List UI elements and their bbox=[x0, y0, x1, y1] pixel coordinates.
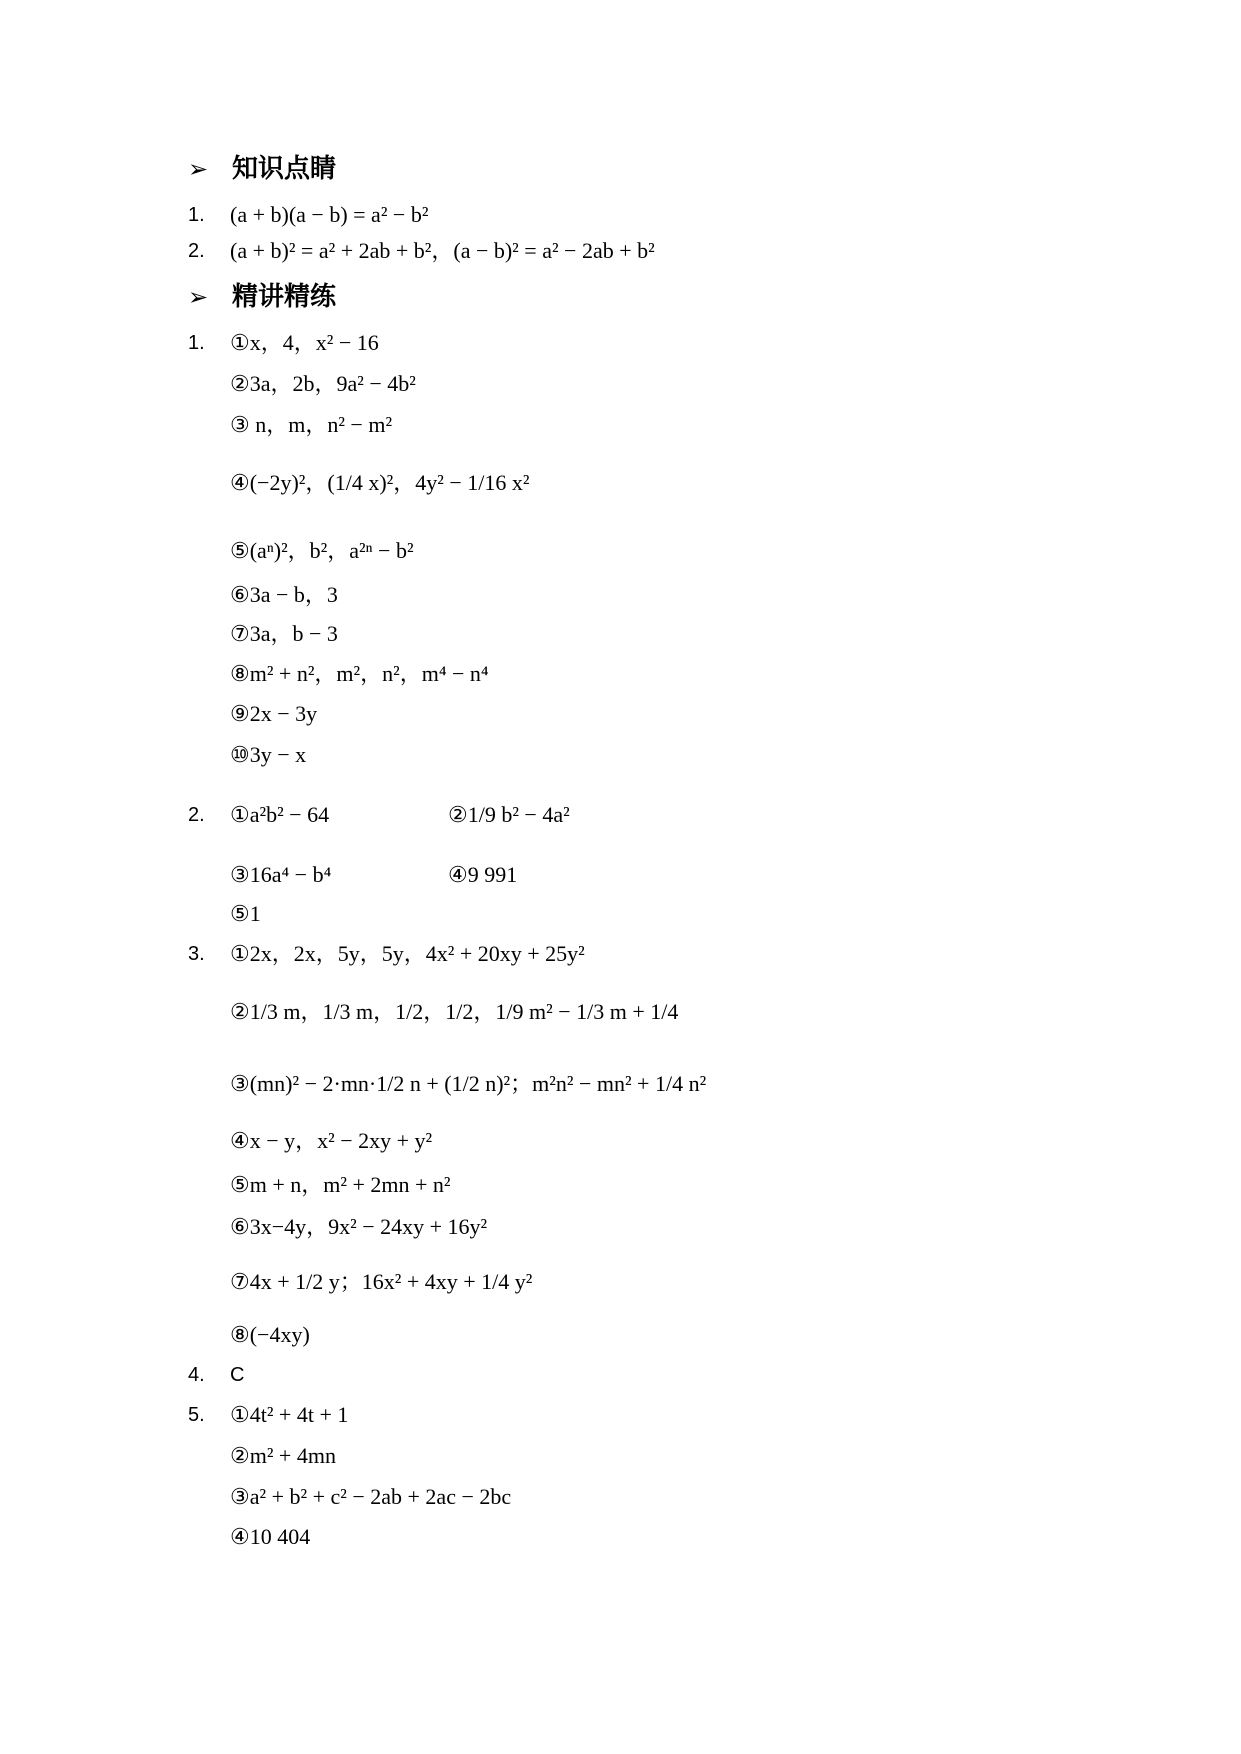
section-heading-practice: ➢ 精讲精练 bbox=[188, 282, 337, 312]
item-number: 4. bbox=[188, 1364, 205, 1386]
answer-line: ②m² + 4mn bbox=[230, 1443, 336, 1468]
answer-line: ③(mn)² − 2·mn·1/2 n + (1/2 n)²；m²n² − mn² + 1/4 n² bbox=[230, 1071, 707, 1096]
formula-line: (a + b)² = a² + 2ab + b²，(a − b)² = a² − 2ab + b² bbox=[230, 238, 655, 263]
item-number: 2. bbox=[188, 240, 205, 262]
answer-line: ⑦3a，b − 3 bbox=[230, 621, 338, 646]
answer-line: ①x，4，x² − 16 bbox=[230, 330, 379, 355]
arrow-bullet-icon: ➢ bbox=[188, 155, 209, 183]
section-heading-knowledge: ➢ 知识点睛 bbox=[188, 154, 337, 184]
answer-line: ①4t² + 4t + 1 bbox=[230, 1402, 349, 1427]
answer-line: ⑧(−4xy) bbox=[230, 1322, 310, 1347]
item-number: 1. bbox=[188, 204, 205, 226]
answer-line: ②3a，2b，9a² − 4b² bbox=[230, 371, 416, 396]
item-number: 3. bbox=[188, 943, 205, 965]
answer-line: ④10 404 bbox=[230, 1524, 311, 1549]
answer-line: ①a²b² − 64 bbox=[230, 802, 330, 827]
formula-line: (a + b)(a − b) = a² − b² bbox=[230, 202, 429, 227]
answer-line: ④(−2y)²，(1/4 x)²，4y² − 1/16 x² bbox=[230, 470, 530, 495]
item-number: 5. bbox=[188, 1404, 205, 1426]
answer-line: ③16a⁴ − b⁴ bbox=[230, 862, 332, 887]
answer-line: ⑧m² + n²，m²，n²，m⁴ − n⁴ bbox=[230, 661, 489, 686]
answer-line: ④9 991 bbox=[448, 862, 518, 887]
answer-line: ⑩3y − x bbox=[230, 742, 307, 767]
answer-line: ⑥3a − b，3 bbox=[230, 582, 338, 607]
answer-line: ②1/3 m，1/3 m，1/2，1/2，1/9 m² − 1/3 m + 1/4 bbox=[230, 999, 679, 1024]
answer-line: ④x − y，x² − 2xy + y² bbox=[230, 1128, 433, 1153]
item-number: 1. bbox=[188, 332, 205, 354]
answer-line: ①2x，2x，5y，5y，4x² + 20xy + 25y² bbox=[230, 941, 585, 966]
answer-line: ⑤m + n，m² + 2mn + n² bbox=[230, 1172, 451, 1197]
answer-line: ⑤1 bbox=[230, 901, 261, 926]
answer-line: ③a² + b² + c² − 2ab + 2ac − 2bc bbox=[230, 1484, 512, 1509]
answer-line: C bbox=[230, 1364, 245, 1386]
answer-line: ②1/9 b² − 4a² bbox=[448, 802, 570, 827]
arrow-bullet-icon: ➢ bbox=[188, 283, 209, 311]
answer-line: ⑤(aⁿ)²，b²，a²ⁿ − b² bbox=[230, 538, 414, 563]
answer-line: ⑨2x − 3y bbox=[230, 701, 318, 726]
answer-line: ⑥3x−4y，9x² − 24xy + 16y² bbox=[230, 1214, 488, 1239]
item-number: 2. bbox=[188, 804, 205, 826]
answer-line: ③ n，m，n² − m² bbox=[230, 412, 393, 437]
answer-line: ⑦4x + 1/2 y；16x² + 4xy + 1/4 y² bbox=[230, 1269, 533, 1294]
